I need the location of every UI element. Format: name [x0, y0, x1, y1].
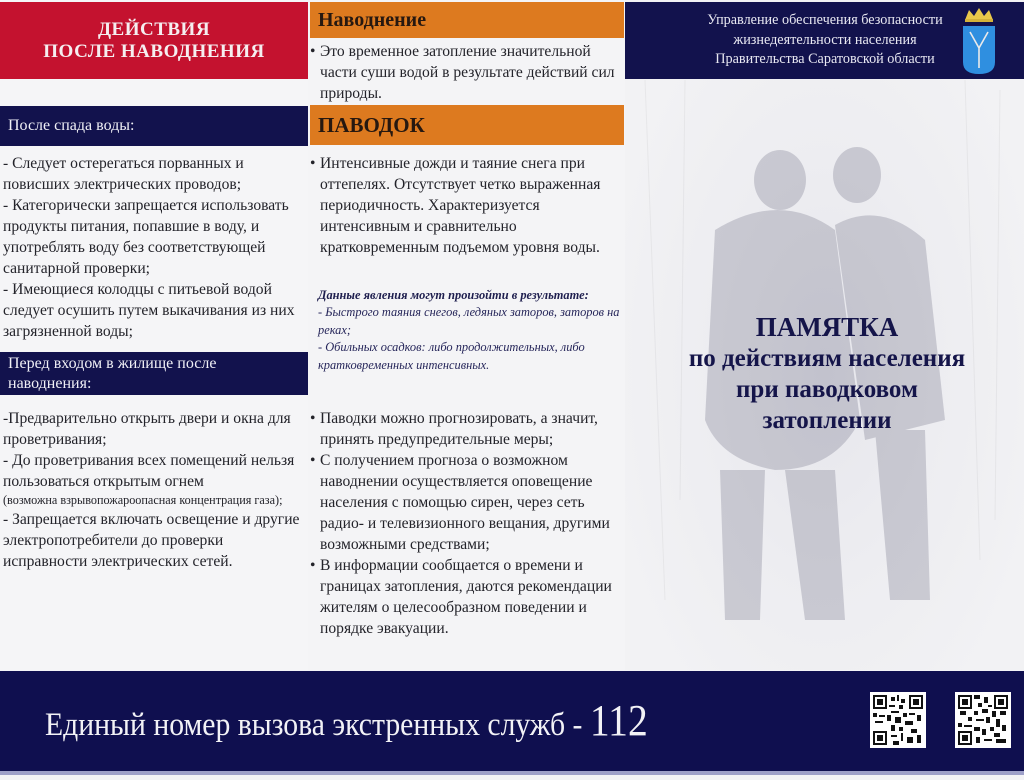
list-item: -Предварительно открыть двери и окна для проветривания; [3, 410, 291, 448]
saratov-coat-of-arms-icon [959, 6, 999, 76]
bullet-icon: • [310, 410, 316, 427]
high-water-definition [310, 153, 626, 258]
organization-name [680, 11, 970, 70]
org-line: Правительства Саратовской области [715, 51, 935, 67]
after-water-recedes-list [3, 153, 308, 342]
memo-title [630, 312, 1024, 436]
org-line: жизнедеятельности населения [733, 31, 917, 48]
definition-text: Это временное затопление значительной части суши водой в результате действий сил природы. [320, 43, 615, 102]
list-item: - Следует остерегаться порванных и повисших электрических проводов; [3, 155, 244, 193]
causes-heading: Данные явления могут произойти в результате: [318, 288, 589, 302]
bullet-icon: • [310, 155, 316, 172]
org-line: Управление обеспечения безопасности [707, 12, 943, 28]
qr-code-icon[interactable] [870, 692, 926, 748]
cause-item: - Быстрого таяния снегов, ледяных заторов, заторов на реках; [318, 305, 620, 337]
list-item [310, 408, 626, 450]
list-item: - Категорически запрещается использовать продукты питания, попавшие в воду, и употреблять воду без соответствующей санитарной проверки; [3, 197, 289, 277]
bullet-icon: • [310, 452, 316, 469]
causes-block [310, 287, 626, 374]
organization-header [625, 2, 1024, 79]
list-item: - Имеющиеся колодцы с питьевой водой следует осушить путем выкачивания из них загрязненной воды; [3, 281, 295, 340]
memo-title-main: ПАМЯТКА [755, 312, 899, 342]
before-entering-home-heading [0, 352, 308, 395]
gas-warning-note: (возможна взрывопожароопасная концентрация газа); [3, 493, 283, 507]
note-text: В информации сообщается о времени и границах затопления, даются рекомендации жителям о целесообразном поведении и порядке эвакуации. [320, 557, 612, 637]
heading-text: После спада воды: [8, 117, 135, 134]
definition-text: Интенсивные дожди и таяние снега при оттепелях. Отсутствует четко выраженная периодичность. Характеризуется интенсивным и сравнительно кратковременным подъемом уровня воды. [320, 155, 601, 256]
footer-label: Единый номер вызова экстренных служб [45, 707, 566, 743]
heading-text: ПАВОДОК [318, 112, 425, 137]
list-item [310, 450, 626, 555]
emergency-number: 112 [589, 696, 648, 745]
before-entering-home-list [3, 408, 308, 572]
title-line-2: ПОСЛЕ НАВОДНЕНИЯ [43, 40, 265, 62]
cause-item: - Обильных осадков: либо продолжительных, либо кратковременных интенсивных. [318, 340, 585, 372]
title-line-1: ДЕЙСТВИЯ [97, 18, 211, 40]
heading-text: Наводнение [318, 8, 427, 31]
list-item: - До проветривания всех помещений нельзя пользоваться открытым огнем [3, 452, 295, 490]
forecast-notes [310, 408, 626, 639]
emergency-number-footer [0, 671, 1024, 775]
note-text: С получением прогноза о возможном наводнении осуществляется оповещение населения с помощью сирен, через сеть радио- и телевизионного вещания, другими возможными средствами; [320, 452, 610, 553]
high-water-heading [310, 105, 624, 145]
memo-title-line: затоплении [762, 407, 892, 434]
flood-definition [310, 41, 626, 104]
bullet-icon: • [310, 557, 316, 574]
note-text: Паводки можно прогнозировать, а значит, принять предупредительные меры; [320, 410, 598, 448]
bullet-icon: • [310, 43, 316, 60]
heading-text: Перед входом в жилище после наводнения: [8, 355, 217, 392]
actions-after-flood-title [0, 2, 308, 79]
flood-heading [310, 2, 624, 38]
qr-code-icon[interactable] [955, 692, 1011, 748]
list-item: - Запрещается включать освещение и другие электропотребители до проверки исправности электрических сетей. [3, 511, 300, 570]
after-water-recedes-heading [0, 106, 308, 146]
emergency-number-text [45, 696, 648, 750]
list-item [310, 555, 626, 639]
footer-dash: - [565, 707, 590, 743]
memo-title-line: при паводковом [736, 376, 918, 403]
memo-title-line: по действиям населения [688, 345, 966, 372]
